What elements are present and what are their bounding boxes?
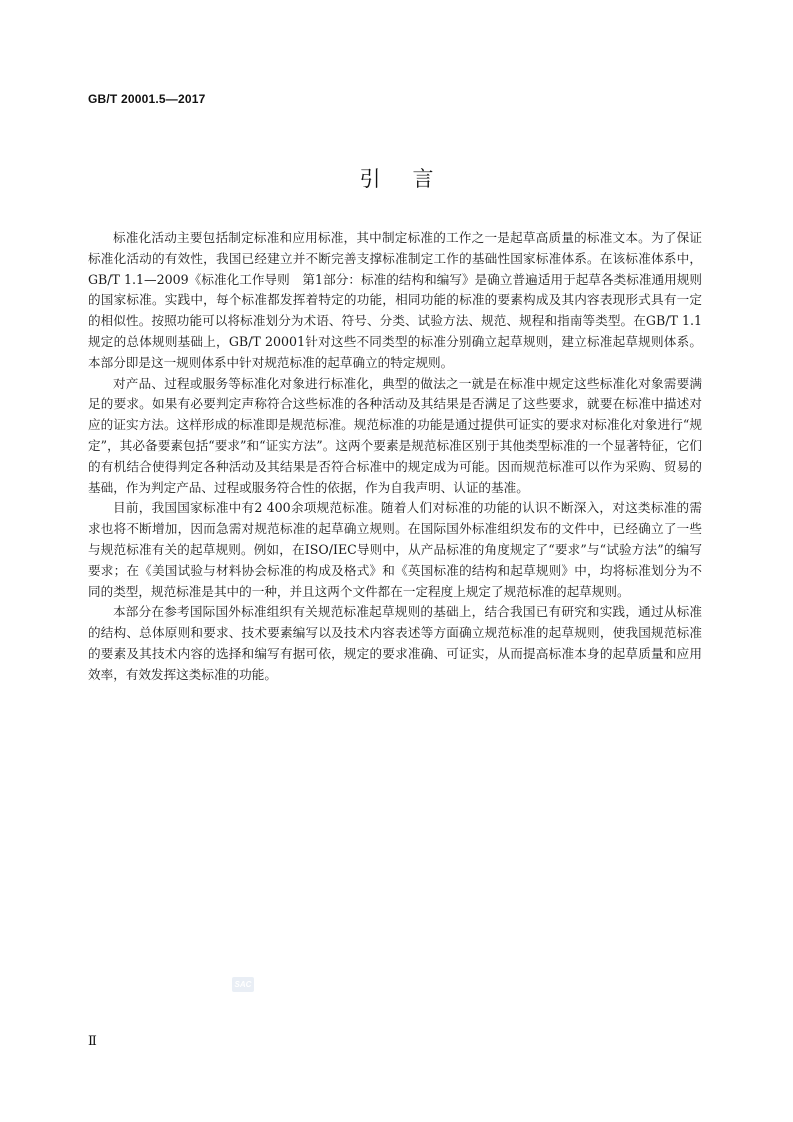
paragraph-3: 目前，我国国家标准中有2 400余项规范标准。随着人们对标准的功能的认识不断深入，对这类标准的需求也将不断增加，因而急需对规范标准的起草确立规则。在国际国外标准组织发布的文件中，已经确立了一些与规范标准有关的起草规则。例如，在ISO/IEC导则中，从产品标准的角度规定了“要求”与“试验方法”的编写要求；在《美国试验与材料协会标准的构成及格式》和《英国标准的结构和起草规则》中，均将标准划分为不同的类型，规范标准是其中的一种，并且这两个文件都在一定程度上规定了规范标准的起草规则。: [88, 500, 702, 599]
sac-watermark-logo: SAC: [232, 977, 254, 992]
paragraph-2: 对产品、过程或服务等标准化对象进行标准化，典型的做法之一就是在标准中规定这些标准化对象需要满足的要求。如果有必要判定声称符合这些标准的各种活动及其结果是否满足了这些要求，就要在标准中描述对应的证实方法。这样形成的标准即是规范标准。规范标准的功能是通过提供可证实的要求对标准化对象进行“规定”，其必备要素包括“要求”和“证实方法”。这两个要素是规范标准区别于其他类型标准的一个显著特征，它们的有机结合使得判定各种活动及其结果是否符合标准中的规定成为可能。因而规范标准可以作为采购、贸易的基础，作为判定产品、过程或服务符合性的依据，作为自我声明、认证的基准。: [88, 375, 702, 495]
paragraph-4: 本部分在参考国际国外标准组织有关规范标准起草规则的基础上，结合我国已有研究和实践，通过从标准的结构、总体原则和要求、技术要素编写以及技术内容表述等方面确立规范标准的起草规则，使我国规范标准的要素及其技术内容的选择和编写有据可依，规定的要求准确、可证实，从而提高标准本身的起草质量和应用效率，有效发挥这类标准的功能。: [88, 604, 702, 682]
standard-code: GB/T 20001.5—2017: [88, 92, 206, 106]
page-title: 引言: [359, 167, 466, 191]
paragraph-1: 标准化活动主要包括制定标准和应用标准，其中制定标准的工作之一是起草高质量的标准文本。为了保证标准化活动的有效性，我国已经建立并不断完善支撑标准制定工作的基础性国家标准体系。在该标准体系中，GB/T 1.1—2009《标准化工作导则 第1部分：标准的结构和编写》是确立普遍适用于起草各类标准通用规则的国家标准。实践中，每个标准都发挥着特定的功能，相同功能的标准的要素构成及其内容表现形式具有一定的相似性。按照功能可以将标准划分为术语、符号、分类、试验方法、规范、规程和指南等类型。在GB/T 1.1规定的总体规则基础上，GB/T 20001针对这些不同类型的标准分别确立起草规则，建立标准起草规则体系。本部分即是这一规则体系中针对规范标准的起草确立的特定规则。: [88, 230, 702, 370]
page-number: Ⅱ: [88, 1033, 97, 1048]
body-text: [88, 228, 702, 686]
